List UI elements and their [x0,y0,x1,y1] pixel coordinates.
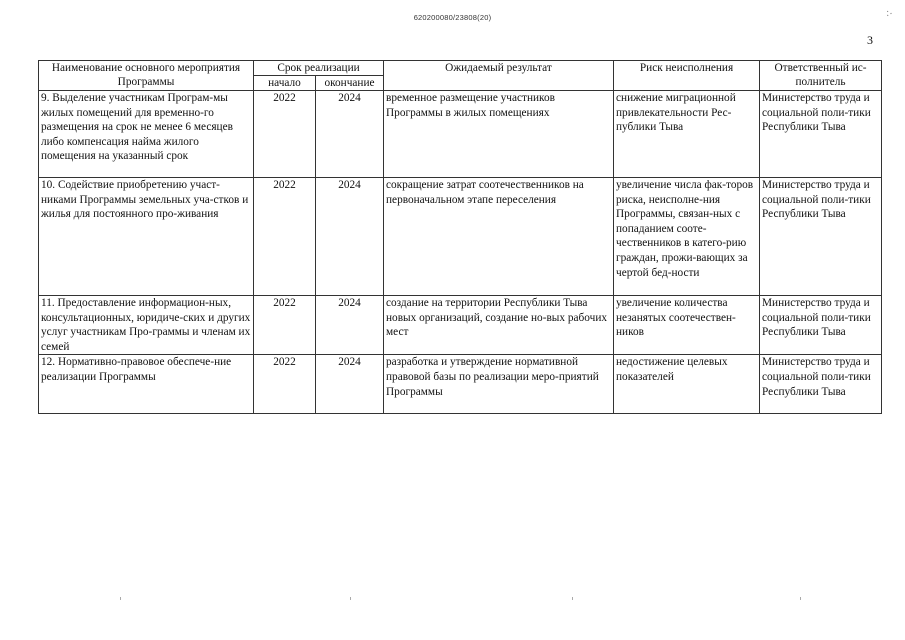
end-year: 2024 [316,91,384,178]
column-header-risk: Риск неисполнения [614,61,760,91]
column-header-period: Срок реализации [254,61,384,76]
column-header-result: Ожидаемый результат [384,61,614,91]
responsible-executor: Министерство труда и социальной поли-тики Республики Тыва [760,355,882,414]
page-number: 3 [867,33,873,47]
expected-result: сокращение затрат соотечественников на первоначальном этапе переселения [384,178,614,296]
responsible-executor: Министерство труда и социальной поли-тики Республики Тыва [760,296,882,355]
table-row [39,178,882,296]
scan-speck [350,597,351,600]
scan-speck [120,597,121,600]
scan-mark: ∴ [883,7,894,19]
expected-result: разработка и утверждение нормативной правовой базы по реализации меро-приятий Программы [384,355,614,414]
scan-speck [800,597,801,600]
expected-result: создание на территории Республики Тыва новых организаций, создание но-вых рабочих мест [384,296,614,355]
risk-of-failure: увеличение числа фак-торов риска, неисполне-ния Программы, связан-ных с попаданием сооте-чественников в катего-рию граждан, прожи-вающих за чертой бед-ности [614,178,760,296]
end-year: 2024 [316,178,384,296]
document-id: 620200080/23808(20) [413,13,492,22]
risk-of-failure: увеличение количества незанятых соотечествен-ников [614,296,760,355]
start-year: 2022 [254,91,316,178]
responsible-executor: Министерство труда и социальной поли-тики Республики Тыва [760,91,882,178]
start-year: 2022 [254,355,316,414]
scan-artifacts [0,597,905,601]
risk-of-failure: недостижение целевых показателей [614,355,760,414]
scan-speck [572,597,573,600]
activity-name: 12. Нормативно-правовое обеспече-ние реализации Программы [39,355,254,414]
activity-name: 11. Предоставление информацион-ных, консультационных, юридиче-ских и других услуг участникам Про-граммы и членам их семей [39,296,254,355]
start-year: 2022 [254,296,316,355]
column-header-start: начало [254,76,316,91]
column-header-responsible: Ответственный ис-полнитель [760,61,882,91]
table-row [39,91,882,178]
end-year: 2024 [316,296,384,355]
program-activities-table [38,60,882,414]
risk-of-failure: снижение миграционной привлекательности Рес-публики Тыва [614,91,760,178]
responsible-executor: Министерство труда и социальной поли-тики Республики Тыва [760,178,882,296]
activity-name: 10. Содействие приобретению участ-никами Программы земельных уча-стков и жилья для постоянного про-живания [39,178,254,296]
table-header-row [39,61,882,76]
table-row [39,355,882,414]
table-row [39,296,882,355]
column-header-end: окончание [316,76,384,91]
column-header-name: Наименование основного мероприятия Программы [39,61,254,91]
start-year: 2022 [254,178,316,296]
end-year: 2024 [316,355,384,414]
activity-name: 9. Выделение участникам Програм-мы жилых помещений для временно-го размещения на срок не менее 6 месяцев либо компенсация найма жилого помещения на указанный срок [39,91,254,178]
expected-result: временное размещение участников Программы в жилых помещениях [384,91,614,178]
